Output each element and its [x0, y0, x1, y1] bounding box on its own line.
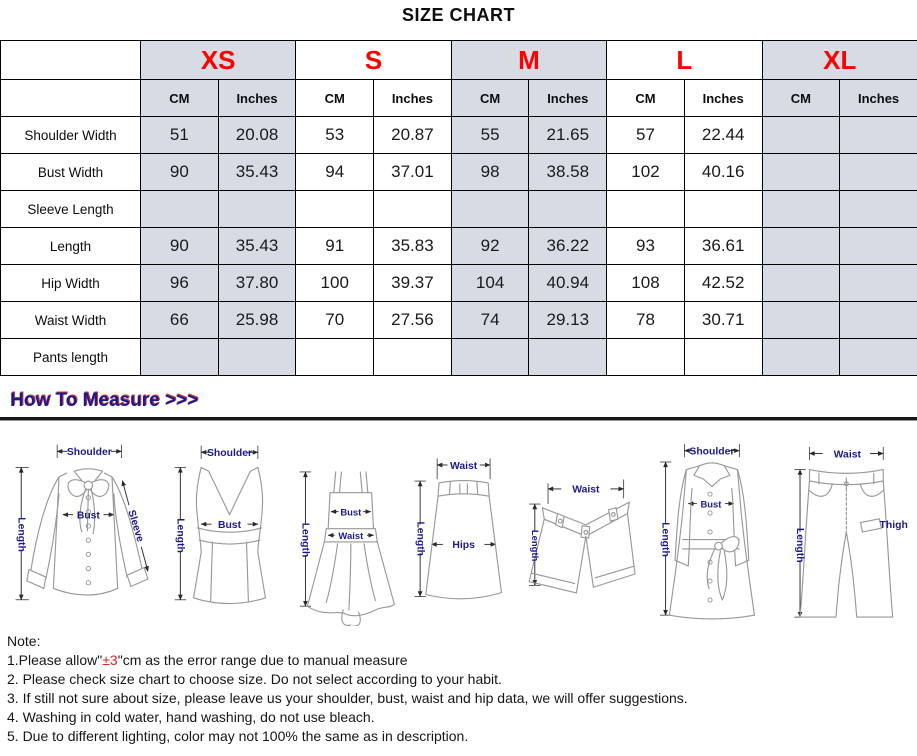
- value-cell: 78: [607, 302, 685, 339]
- value-cell: 37.80: [218, 265, 296, 302]
- value-cell: 35.43: [218, 228, 296, 265]
- value-cell: [840, 228, 917, 265]
- pants-drawing: [800, 470, 893, 617]
- unit-header-inches: Inches: [218, 80, 296, 117]
- measure-label-length: Length: [414, 521, 426, 557]
- vest-drawing: [193, 467, 265, 603]
- value-cell: [762, 191, 840, 228]
- value-cell: [374, 191, 452, 228]
- measure-label-length: Length: [15, 517, 27, 552]
- unit-header-cm: CM: [607, 80, 685, 117]
- value-cell: 74: [451, 302, 529, 339]
- notes-section: [7, 632, 688, 746]
- value-cell: 35.43: [218, 154, 296, 191]
- value-cell: [684, 339, 762, 376]
- dimension-lines: [420, 465, 496, 596]
- size-header-xl: XL: [762, 41, 917, 80]
- measure-label-waist: Waist: [833, 449, 862, 461]
- row-label: Sleeve Length: [1, 191, 141, 228]
- note-text: 1.Please allow": [7, 652, 103, 668]
- measure-diagrams: [0, 428, 917, 630]
- measure-label-thigh: Thigh: [879, 520, 909, 532]
- value-cell: 96: [141, 265, 219, 302]
- row-label: Length: [1, 228, 141, 265]
- value-cell: 57: [607, 117, 685, 154]
- value-cell: [374, 339, 452, 376]
- table-row: [1, 339, 917, 376]
- value-cell: 35.83: [374, 228, 452, 265]
- value-cell: [451, 339, 529, 376]
- value-cell: 90: [141, 154, 219, 191]
- value-cell: 92: [451, 228, 529, 265]
- value-cell: 90: [141, 228, 219, 265]
- corner-cell: [1, 41, 141, 80]
- unit-header-row: [1, 80, 917, 117]
- table-row: [1, 117, 917, 154]
- value-cell: 36.22: [529, 228, 607, 265]
- table-row: [1, 265, 917, 302]
- value-cell: 66: [141, 302, 219, 339]
- dimension-lines: [800, 454, 883, 618]
- value-cell: [529, 339, 607, 376]
- size-table: [0, 40, 917, 376]
- diagram-coat: [641, 432, 783, 630]
- blouse-drawing: [27, 469, 148, 595]
- value-cell: 21.65: [529, 117, 607, 154]
- value-cell: 20.08: [218, 117, 296, 154]
- value-cell: 94: [296, 154, 374, 191]
- row-label: Pants length: [1, 339, 141, 376]
- unit-header-inches: Inches: [684, 80, 762, 117]
- unit-header-cm: CM: [762, 80, 840, 117]
- value-cell: 70: [296, 302, 374, 339]
- measure-label-waist: Waist: [450, 460, 478, 472]
- row-label: Waist Width: [1, 302, 141, 339]
- shorts-drawing: [529, 502, 635, 593]
- value-cell: 20.87: [374, 117, 452, 154]
- value-cell: 108: [607, 265, 685, 302]
- measure-label-waist: Waist: [571, 484, 600, 496]
- value-cell: [451, 191, 529, 228]
- page-title: SIZE CHART: [402, 5, 515, 25]
- notes-heading: Note:: [7, 633, 41, 649]
- note-line-4: 4. Washing in cold water, hand washing, do not use bleach.: [7, 709, 375, 725]
- measure-label-bust: Bust: [217, 519, 241, 531]
- divider-line: [0, 417, 917, 421]
- diagram-skirt: [405, 450, 514, 618]
- value-cell: 22.44: [684, 117, 762, 154]
- table-row: [1, 228, 917, 265]
- value-cell: 53: [296, 117, 374, 154]
- measure-label-length: Length: [660, 522, 672, 557]
- row-label: Hip Width: [1, 265, 141, 302]
- value-cell: 91: [296, 228, 374, 265]
- dress-drawing: [308, 472, 395, 626]
- value-cell: 30.71: [684, 302, 762, 339]
- note-line-3: 3. If still not sure about size, please leave us your shoulder, bust, waist and hip data, we will offer suggestions.: [7, 690, 688, 706]
- value-cell: [296, 339, 374, 376]
- value-cell: [840, 265, 917, 302]
- value-cell: 29.13: [529, 302, 607, 339]
- note-highlight: ±3: [102, 652, 118, 668]
- dimension-ticks: [174, 446, 257, 600]
- size-header-l: L: [607, 41, 762, 80]
- value-cell: [840, 154, 917, 191]
- size-table-body: [1, 117, 917, 376]
- diagram-pants: [783, 436, 909, 628]
- value-cell: 55: [451, 117, 529, 154]
- diagram-vest: [169, 436, 297, 618]
- table-row: [1, 302, 917, 339]
- corner-cell: [1, 80, 141, 117]
- value-cell: [840, 117, 917, 154]
- value-cell: [218, 339, 296, 376]
- value-cell: [218, 191, 296, 228]
- value-cell: 100: [296, 265, 374, 302]
- value-cell: [529, 191, 607, 228]
- measure-label-bust: Bust: [700, 499, 722, 511]
- value-cell: 27.56: [374, 302, 452, 339]
- value-cell: 40.94: [529, 265, 607, 302]
- value-cell: [762, 117, 840, 154]
- value-cell: [762, 339, 840, 376]
- value-cell: [607, 339, 685, 376]
- value-cell: [762, 228, 840, 265]
- measure-label-length: Length: [299, 522, 311, 558]
- note-line-1: [7, 651, 688, 670]
- how-to-measure-heading: How To Measure >>>: [10, 390, 199, 411]
- diagram-blouse: [8, 434, 169, 619]
- measure-label-shoulder: Shoulder: [66, 447, 112, 459]
- value-cell: 37.01: [374, 154, 452, 191]
- value-cell: [840, 339, 917, 376]
- value-cell: [296, 191, 374, 228]
- value-cell: 40.16: [684, 154, 762, 191]
- value-cell: [141, 191, 219, 228]
- value-cell: 36.61: [684, 228, 762, 265]
- measure-label-length: Length: [794, 527, 806, 563]
- value-cell: 25.98: [218, 302, 296, 339]
- value-cell: 102: [607, 154, 685, 191]
- value-cell: 38.58: [529, 154, 607, 191]
- unit-header-inches: Inches: [840, 80, 917, 117]
- note-line-2: 2. Please check size chart to choose size. Do not select according to your habit.: [7, 671, 502, 687]
- size-header-xs: XS: [141, 41, 296, 80]
- note-line-5: 5. Due to different lighting, color may not 100% the same as in description.: [7, 728, 469, 744]
- value-cell: 42.52: [684, 265, 762, 302]
- unit-header-inches: Inches: [374, 80, 452, 117]
- value-cell: [762, 154, 840, 191]
- value-cell: [840, 191, 917, 228]
- value-cell: [762, 302, 840, 339]
- size-header-m: M: [451, 41, 606, 80]
- value-cell: [684, 191, 762, 228]
- unit-header-inches: Inches: [529, 80, 607, 117]
- measure-label-hips: Hips: [452, 540, 475, 552]
- note-text: "cm as the error range due to manual measure: [117, 652, 408, 668]
- measure-label-length: Length: [174, 518, 186, 553]
- value-cell: [840, 302, 917, 339]
- value-cell: 98: [451, 154, 529, 191]
- value-cell: [607, 191, 685, 228]
- table-row: [1, 191, 917, 228]
- measure-label-waist: Waist: [338, 531, 364, 543]
- value-cell: [762, 265, 840, 302]
- row-label: Bust Width: [1, 154, 141, 191]
- unit-header-cm: CM: [451, 80, 529, 117]
- value-cell: 104: [451, 265, 529, 302]
- measure-label-shoulder: Shoulder: [689, 446, 735, 458]
- dimension-ticks: [660, 444, 739, 615]
- measure-label-bust: Bust: [76, 510, 100, 522]
- diagram-shorts: [514, 472, 642, 607]
- value-cell: 93: [607, 228, 685, 265]
- value-cell: 39.37: [374, 265, 452, 302]
- size-header-s: S: [296, 41, 451, 80]
- unit-header-cm: CM: [141, 80, 219, 117]
- measure-label-bust: Bust: [340, 507, 362, 519]
- measure-label-sleeve: Sleeve: [125, 508, 146, 544]
- unit-header-cm: CM: [296, 80, 374, 117]
- measure-label-length: Length: [528, 529, 540, 562]
- value-cell: [141, 339, 219, 376]
- table-row: [1, 154, 917, 191]
- size-header-row: [1, 41, 917, 80]
- measure-label-shoulder: Shoulder: [206, 448, 252, 460]
- value-cell: 51: [141, 117, 219, 154]
- coat-drawing: [670, 463, 755, 619]
- row-label: Shoulder Width: [1, 117, 141, 154]
- diagram-dress: [296, 454, 405, 626]
